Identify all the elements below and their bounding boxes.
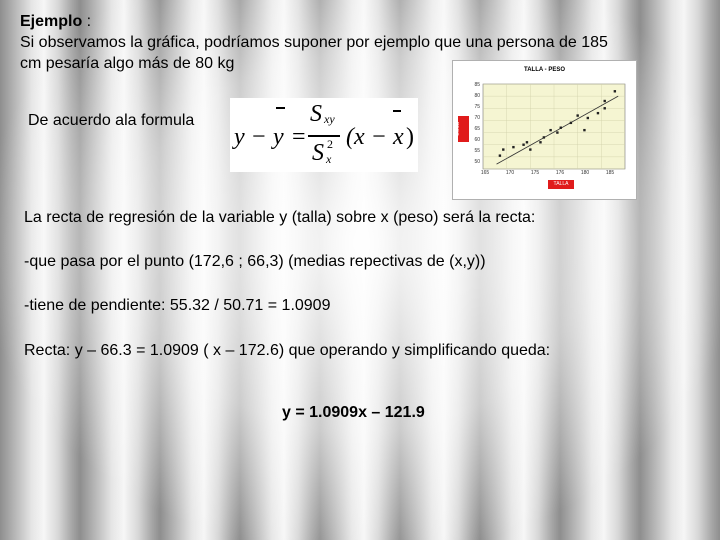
chart-y-tick: 80 xyxy=(474,93,480,99)
example-line xyxy=(20,12,91,32)
chart-data-point xyxy=(614,90,616,92)
formula-den-sub: x xyxy=(326,152,332,166)
chart-y-tick: 85 xyxy=(474,82,480,88)
chart-x-tick: 170 xyxy=(505,170,515,176)
scatter-chart-image xyxy=(452,60,637,200)
chart-x-tick: 180 xyxy=(580,170,590,176)
chart-x-tick: 176 xyxy=(555,170,565,176)
chart-x-tick: 165 xyxy=(480,170,490,176)
chart-y-tick: 50 xyxy=(474,159,480,165)
result-equation: y = 1.0909x – 121.9 xyxy=(282,404,425,421)
chart-data-point xyxy=(587,117,589,119)
formula-fraction-bar xyxy=(308,135,340,137)
chart-data-point xyxy=(499,154,501,156)
scatter-plot xyxy=(453,61,636,199)
chart-y-tick: 75 xyxy=(474,104,480,110)
chart-data-point xyxy=(526,141,528,143)
chart-data-point xyxy=(502,148,504,150)
chart-data-point xyxy=(597,112,599,114)
chart-data-point xyxy=(549,129,551,131)
formula-num-sub: xy xyxy=(324,112,335,126)
formula-den-s: S xyxy=(312,140,324,166)
chart-data-point xyxy=(543,136,545,138)
formula-label: De acuerdo ala formula xyxy=(28,112,195,129)
example-heading: Ejemplo xyxy=(20,13,83,30)
chart-y-axis-label: PESO xyxy=(458,116,469,142)
chart-data-point xyxy=(604,107,606,109)
paragraph-mean-point: -que pasa por el punto (172,6 ; 66,3) (medias repectivas de (x,y)) xyxy=(24,253,486,270)
formula-y-bar: y xyxy=(273,124,284,150)
chart-data-point xyxy=(556,131,558,133)
chart-data-point xyxy=(522,144,524,146)
formula-equals: = xyxy=(292,124,306,150)
paragraph-line-equation: Recta: y – 66.3 = 1.0909 ( x – 172.6) que operando y simplificando queda: xyxy=(24,342,551,359)
chart-y-tick: 55 xyxy=(474,148,480,154)
chart-data-point xyxy=(539,141,541,143)
paragraph-regression-line: La recta de regresión de la variable y (talla) sobre x (peso) será la recta: xyxy=(24,209,536,226)
chart-title: TALLA - PESO xyxy=(524,67,565,73)
chart-y-tick: 60 xyxy=(474,137,480,143)
paragraph-slope: -tiene de pendiente: 55.32 / 50.71 = 1.0909 xyxy=(24,297,331,314)
chart-data-point xyxy=(583,129,585,131)
chart-data-point xyxy=(570,122,572,124)
chart-x-tick: 175 xyxy=(530,170,540,176)
formula-y-overbar xyxy=(276,107,285,109)
chart-x-tick: 185 xyxy=(605,170,615,176)
formula-num-s: S xyxy=(310,101,322,127)
example-text-line-2: Si observamos la gráfica, podríamos suponer por ejemplo que una persona de 185 xyxy=(20,34,608,51)
formula-y: y xyxy=(234,124,245,150)
chart-x-axis-label: TALLA xyxy=(548,180,574,189)
chart-data-point xyxy=(576,114,578,116)
formula-close-paren: ) xyxy=(406,124,414,150)
formula-x-bar: x xyxy=(393,124,404,150)
chart-y-tick: 65 xyxy=(474,126,480,132)
chart-y-tick: 70 xyxy=(474,115,480,121)
formula-den-sup: 2 xyxy=(327,137,333,151)
formula-minus: − xyxy=(252,124,266,150)
chart-data-point xyxy=(604,100,606,102)
example-heading-suffix: : xyxy=(82,13,92,30)
chart-data-point xyxy=(512,146,514,148)
formula-x-overbar xyxy=(393,110,401,112)
chart-data-point xyxy=(529,148,531,150)
formula-rhs: (x − xyxy=(346,124,387,150)
chart-data-point xyxy=(560,127,562,129)
example-text-line-3: cm pesaría algo más de 80 kg xyxy=(20,55,235,72)
